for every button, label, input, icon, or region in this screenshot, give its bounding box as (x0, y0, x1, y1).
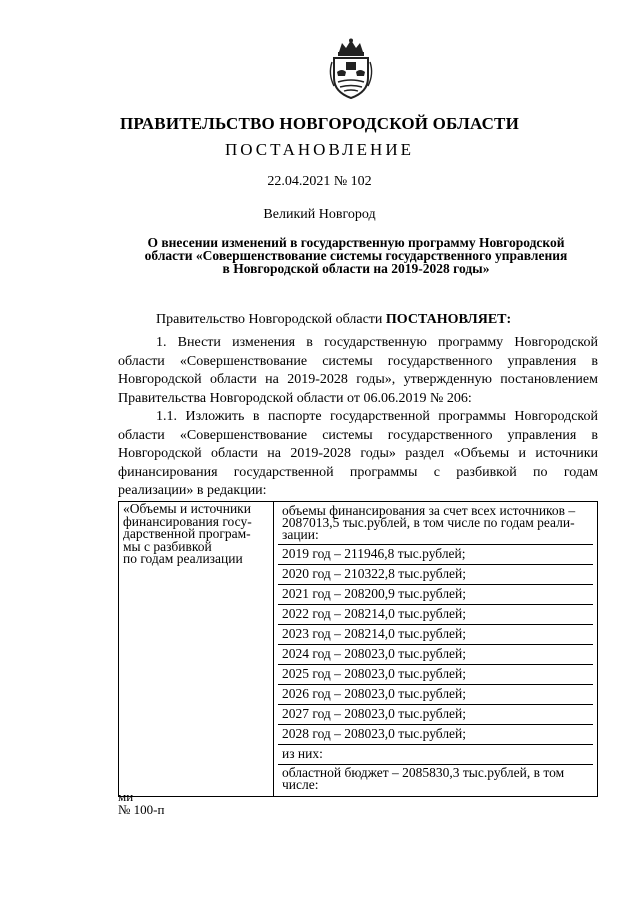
financing-values-cell (274, 502, 598, 797)
year-row: 2028 год – 208023,0 тыс.рублей; (278, 725, 593, 745)
total-financing (278, 503, 593, 545)
intro-paragraph (118, 311, 598, 330)
year-row: 2026 год – 208023,0 тыс.рублей; (278, 685, 593, 705)
label-line: мы с разбивкой (123, 538, 212, 554)
label-line: по годам реализации (123, 551, 243, 566)
decree-title: ПОСТАНОВЛЕНИЕ (224, 140, 414, 159)
total-line: объемы финансирования за счет всех источников – (282, 503, 576, 518)
year-row: 2019 год – 211946,8 тыс.рублей; (278, 545, 593, 565)
year-row: 2027 год – 208023,0 тыс.рублей; (278, 705, 593, 725)
label-line: финансирования госу- (123, 513, 252, 529)
decree-city: Великий Новгород (263, 207, 376, 222)
regional-line: областной бюджет – 2085830,3 тыс.рублей, в том (282, 765, 565, 780)
government-title: ПРАВИТЕЛЬСТВО НОВГОРОДСКОЙ ОБЛАСТИ (119, 114, 520, 133)
subject-line-3: в Новгородской области на 2019-2028 годы» (222, 261, 490, 276)
subject-line-1: О внесении изменений в государственную программу Новгородской (147, 235, 565, 250)
year-row: 2023 год – 208214,0 тыс.рублей; (278, 625, 593, 645)
total-line: зации: (282, 527, 319, 542)
subject-line-2: области «Совершенствование системы государственного управления (144, 248, 568, 263)
decree-subject (116, 236, 596, 275)
year-row: 2025 год – 208023,0 тыс.рублей; (278, 665, 593, 685)
item-1-1-paragraph: 1.1. Изложить в паспорте государственной программы Новгородской области «Совершенствование системы государственного управления в Новгородской области на 2019-2028 годы» раздел «Объемы и источники финансирования государственной программы с разбивкой по годам реализации» в редакции: (118, 409, 598, 498)
table-row (119, 502, 598, 797)
novgorod-coat-of-arms-icon (326, 38, 376, 100)
year-row: 2024 год – 208023,0 тыс.рублей; (278, 645, 593, 665)
year-row: 2022 год – 208214,0 тыс.рублей; (278, 605, 593, 625)
intro-text: Правительство Новгородской области (156, 312, 386, 327)
label-line: «Объемы и источники (123, 501, 251, 516)
year-row: 2021 год – 208200,9 тыс.рублей; (278, 585, 593, 605)
regional-budget-row (278, 765, 593, 794)
of-them-row: из них: (278, 745, 593, 765)
item-1-paragraph: 1. Внести изменения в государственную программу Новгородской области «Совершенствование системы государственного управления в Новгородской области на 2019-2028 годы», утвержденную постановлением Правительства Новгородской области от 06.06.2019 № 206: (118, 335, 598, 406)
decree-date-number: 22.04.2021 № 102 (267, 174, 372, 189)
year-row: 2020 год – 210322,8 тыс.рублей; (278, 565, 593, 585)
regional-line: числе: (282, 777, 319, 792)
footer-marks (118, 790, 164, 816)
intro-resolves: ПОСТАНОВЛЯЕТ: (385, 312, 512, 327)
footer-initials: ми (118, 789, 134, 804)
financing-label-cell (119, 502, 274, 797)
total-line: 2087013,5 тыс.рублей, в том числе по годам реали- (282, 515, 575, 530)
label-line: дарственной програм- (123, 526, 251, 541)
footer-doc-number: № 100-п (118, 802, 165, 817)
financing-table (118, 501, 598, 797)
